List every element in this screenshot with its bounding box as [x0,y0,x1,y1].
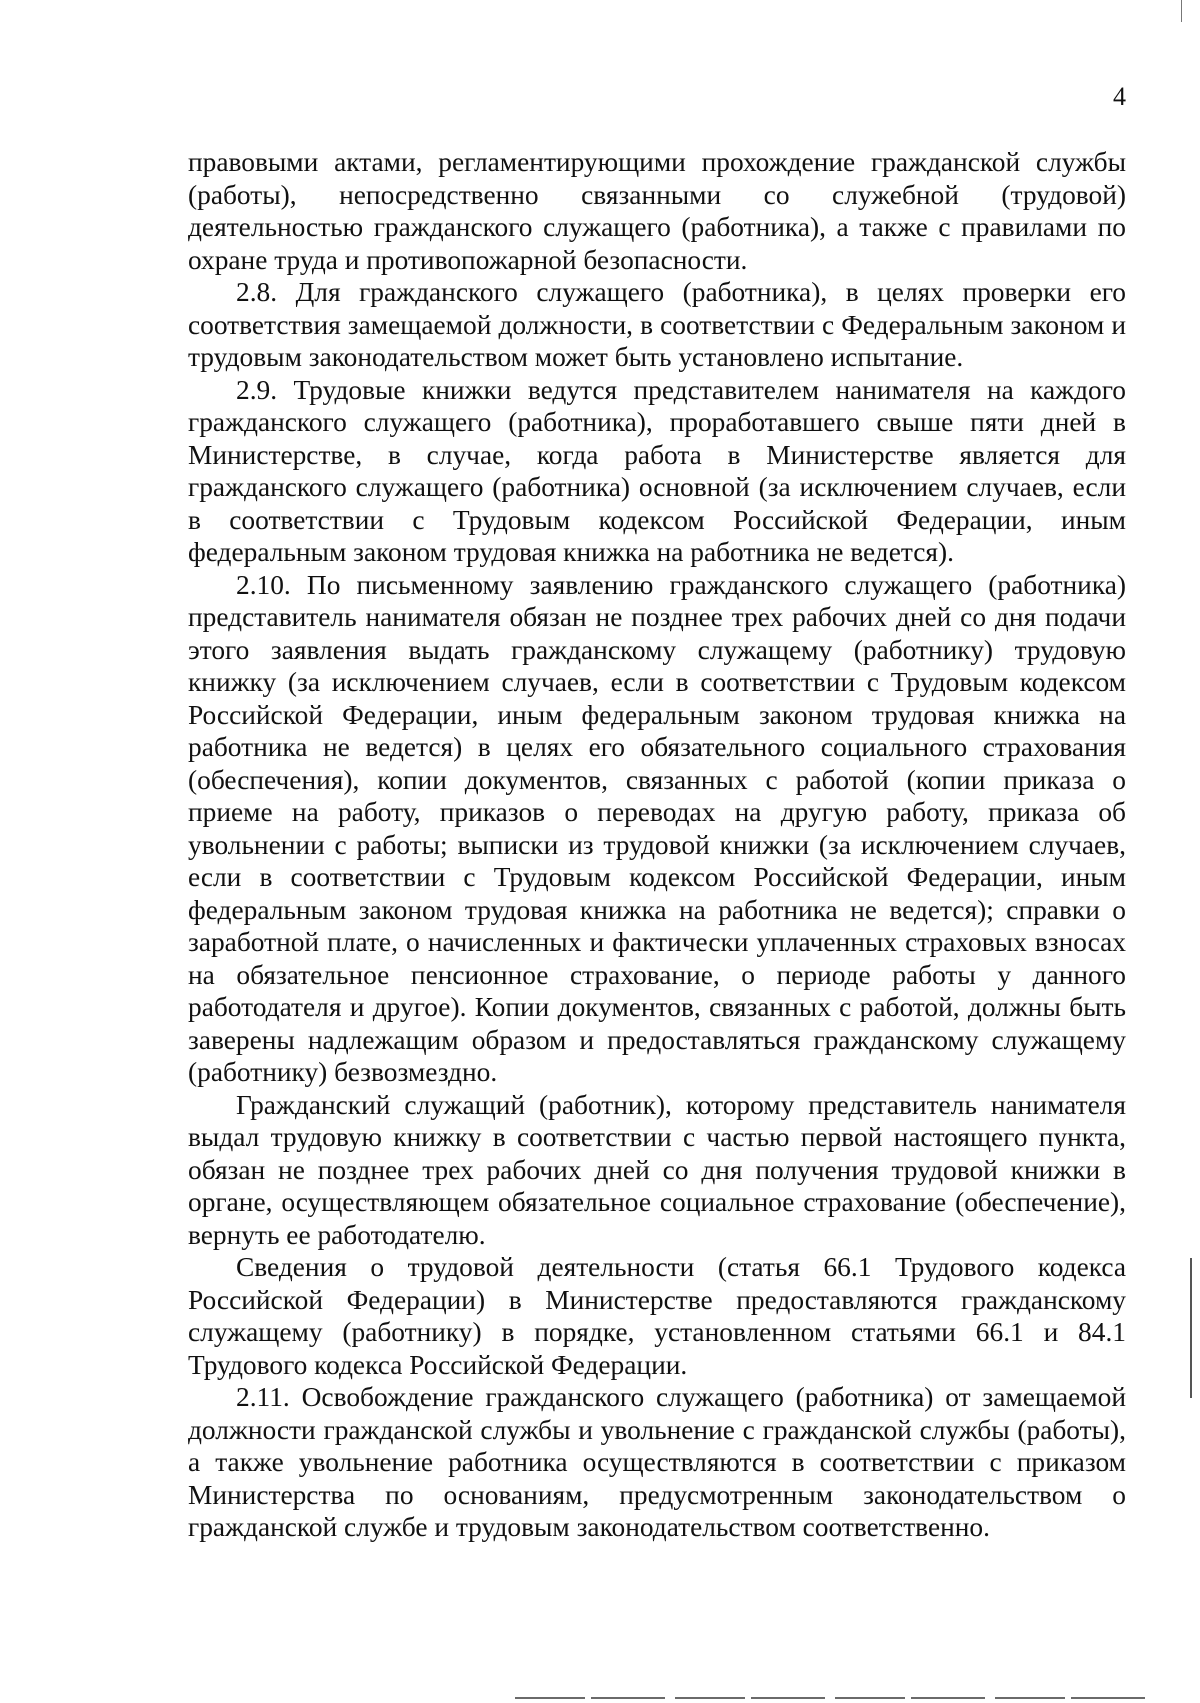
scan-edge-mark [1190,1258,1192,1398]
paragraph-2-10: 2.10. По письменному заявлению гражданского служащего (работника) представитель нанимателя обязан не позднее трех рабочих дней со дня подачи этого заявления выдать гражданскому служащему (работнику) трудовую книжку (за исключением случаев, если в соответствии с Трудовым кодексом Российской Федерации, иным федеральным законом трудовая книжка на работника не ведется) в целях его обязательного социального страхования (обеспечения), копии документов, связанных с работой (копии приказа о приеме на работу, приказов о переводах на другую работу, приказа об увольнении с работы; выписки из трудовой книжки (за исключением случаев, если в соответствии с Трудовым кодексом Российской Федерации, иным федеральным законом трудовая книжка на работника не ведется); справки о заработной плате, о начисленных и фактически уплаченных страховых взносах на обязательное пенсионное страхование, о периоде работы у данного работодателя и другое). Копии документов, связанных с работой, должны быть заверены надлежащим образом и предоставляться гражданскому служащему (работнику) безвозмездно. [188,569,1126,1087]
scan-edge-mark [515,1697,1155,1699]
paragraph-2-10-part2: Гражданский служащий (работник), которому представитель нанимателя выдал трудовую книжку в соответствии с частью первой настоящего пункта, обязан не позднее трех рабочих дней со дня получения трудовой книжки в органе, осуществляющем обязательное социальное страхование (обеспечение), вернуть ее работодателю. [188,1089,1126,1250]
document-body [188,146,1126,1544]
paragraph-2-11: 2.11. Освобождение гражданского служащего (работника) от замещаемой должности гражданской службы и увольнение с гражданской службы (работы), а также увольнение работника осуществляются в соответствии с приказом Министерства по основаниям, предусмотренным законодательством о гражданской службе и трудовым законодательством соответственно. [188,1382,1126,1542]
paragraph-2-9: 2.9. Трудовые книжки ведутся представителем нанимателя на каждого гражданского служащего (работника), проработавшего свыше пяти дней в Министерстве, в случае, когда работа в Министерстве является для гражданского служащего (работника) основной (за исключением случаев, если в соответствии с Трудовым кодексом Российской Федерации, иным федеральным законом трудовая книжка на работника не ведется). [188,374,1126,567]
paragraph-continuation: правовыми актами, регламентирующими прохождение гражданской службы (работы), непосредственно связанными со служебной (трудовой) деятельностью гражданского служащего (работника), а также с правилами по охране труда и противопожарной безопасности. [188,147,1126,275]
paragraph-2-10-part3: Сведения о трудовой деятельности (статья 66.1 Трудового кодекса Российской Федерации) в Министерстве предоставляются гражданскому служащему (работнику) в порядке, установленном статьями 66.1 и 84.1 Трудового кодекса Российской Федерации. [188,1252,1126,1380]
paragraph-2-8: 2.8. Для гражданского служащего (работника), в целях проверки его соответствия замещаемой должности, в соответствии с Федеральным законом и трудовым законодательством может быть установлено испытание. [188,277,1126,372]
page-number: 4 [1113,82,1126,111]
scan-edge-mark [1181,0,1182,22]
